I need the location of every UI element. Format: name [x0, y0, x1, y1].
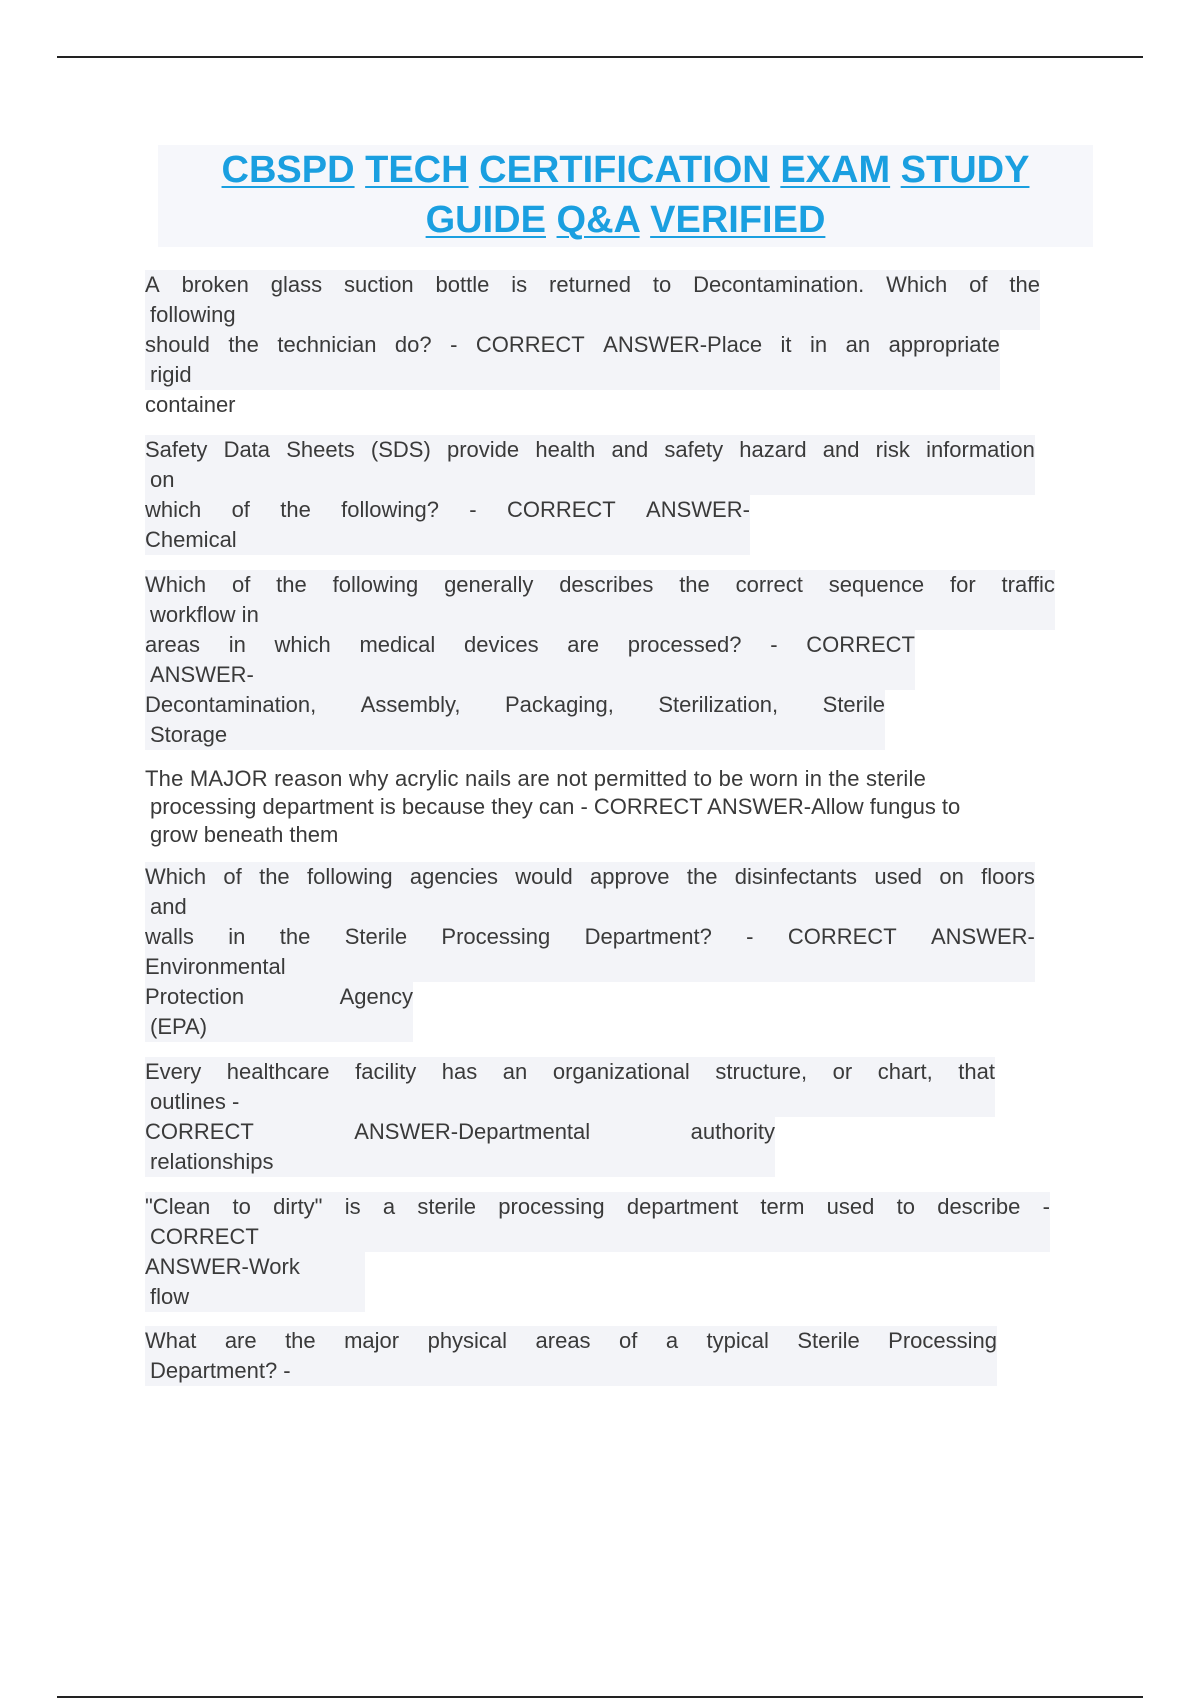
word: CORRECT: [506, 497, 616, 522]
word: CORRECT: [787, 924, 897, 949]
word: in: [228, 924, 246, 949]
word: Processing: [441, 924, 551, 949]
word: medical: [359, 632, 436, 657]
qa-item-8: [145, 1326, 997, 1386]
qa-line: [145, 1326, 997, 1356]
word: -: [770, 632, 778, 657]
word: Sterilization,: [658, 692, 779, 717]
word: sequence: [828, 572, 925, 597]
word: to: [652, 272, 672, 297]
word: ANSWER-: [646, 497, 750, 522]
word: provide: [447, 437, 520, 462]
word: dirty": [273, 1194, 323, 1219]
word: physical: [427, 1328, 508, 1353]
word: Packaging,: [505, 692, 614, 717]
qa-line: [145, 1117, 995, 1147]
word: it: [780, 332, 792, 357]
word: to: [232, 1194, 251, 1219]
word: in: [810, 332, 828, 357]
word: -: [746, 924, 754, 949]
word: approve: [590, 864, 670, 889]
word: Department?: [584, 924, 712, 949]
word: used: [874, 864, 923, 889]
word: health: [535, 437, 596, 462]
word: on: [939, 864, 964, 889]
word: the: [1009, 272, 1040, 297]
word: agencies: [409, 864, 498, 889]
word: ANSWER-: [931, 924, 1035, 949]
word: walls: [145, 924, 194, 949]
qa-line: processing department is because they can - CORRECT ANSWER-Allow fungus to: [150, 794, 961, 819]
title-line-1: [158, 145, 1093, 195]
qa-line: ANSWER-: [145, 660, 1055, 690]
title-word: STUDY: [900, 149, 1030, 191]
qa-item-7: [145, 1192, 1050, 1312]
word: safety: [664, 437, 724, 462]
word: What: [145, 1328, 197, 1353]
word: describes: [559, 572, 654, 597]
word: Which: [886, 272, 948, 297]
footer-rule: [57, 1696, 1143, 1698]
word: disinfectants: [734, 864, 858, 889]
word: an: [502, 1059, 528, 1084]
word: should: [145, 332, 210, 357]
word: Protection: [145, 984, 245, 1009]
word: correct: [735, 572, 803, 597]
word: devices: [463, 632, 539, 657]
word: is: [344, 1194, 361, 1219]
word: returned: [549, 272, 631, 297]
title-word: EXAM: [780, 149, 891, 191]
word: which: [145, 497, 202, 522]
word: -: [450, 332, 458, 357]
word: following: [306, 864, 393, 889]
title-word: CERTIFICATION: [479, 149, 770, 191]
word: would: [515, 864, 573, 889]
word: term: [760, 1194, 805, 1219]
word: ANSWER-Departmental: [354, 1119, 591, 1144]
word: the: [679, 572, 710, 597]
title-word: GUIDE: [425, 199, 546, 241]
qa-line: [145, 862, 1035, 892]
word: Every: [145, 1059, 202, 1084]
qa-line: and: [145, 892, 1035, 922]
word: CORRECT: [145, 1119, 254, 1144]
word: do?: [394, 332, 432, 357]
qa-line: [145, 270, 1040, 300]
word: the: [228, 332, 259, 357]
qa-line: [145, 1057, 995, 1087]
word: describe: [937, 1194, 1021, 1219]
word: of: [619, 1328, 638, 1353]
qa-line: [145, 630, 1055, 660]
qa-line: ANSWER-Work: [145, 1252, 1050, 1282]
word: suction: [343, 272, 414, 297]
word: of: [223, 864, 242, 889]
word: appropriate: [888, 332, 1000, 357]
qa-item-2: [145, 435, 1035, 555]
qa-line: [145, 435, 1035, 465]
qa-line: [145, 1192, 1050, 1222]
qa-line: workflow in: [145, 600, 1055, 630]
word: Sterile: [797, 1328, 860, 1353]
word: "Clean: [145, 1194, 211, 1219]
word: Which: [145, 572, 207, 597]
qa-line: [145, 495, 1035, 525]
qa-line: Storage: [145, 720, 1055, 750]
word: Processing: [888, 1328, 997, 1353]
word: the: [259, 864, 290, 889]
title-word: TECH: [365, 149, 469, 191]
word: traffic: [1001, 572, 1055, 597]
document-title: [158, 145, 1093, 247]
word: Data: [223, 437, 271, 462]
word: Sterile: [344, 924, 408, 949]
word: used: [826, 1194, 875, 1219]
qa-line: Environmental: [145, 952, 1035, 982]
header-rule: [57, 56, 1143, 58]
qa-item-1: [145, 270, 1040, 420]
qa-item-3: [145, 570, 1055, 750]
word: an: [845, 332, 871, 357]
word: following?: [341, 497, 439, 522]
qa-line: The MAJOR reason why acrylic nails are not permitted to be worn in the sterile: [145, 766, 927, 791]
title-word: CBSPD: [221, 149, 355, 191]
qa-line: outlines -: [145, 1087, 995, 1117]
word: which: [274, 632, 331, 657]
word: a: [665, 1328, 679, 1353]
word: Safety: [145, 437, 208, 462]
word: processed?: [627, 632, 742, 657]
word: the: [279, 924, 311, 949]
qa-line: grow beneath them: [150, 822, 339, 847]
word: A: [145, 272, 160, 297]
word: department: [626, 1194, 739, 1219]
word: information: [926, 437, 1035, 462]
word: sterile: [417, 1194, 477, 1219]
word: -: [469, 497, 477, 522]
word: hazard: [739, 437, 807, 462]
word: is: [511, 272, 528, 297]
qa-line: Department? -: [145, 1356, 997, 1386]
word: following: [332, 572, 419, 597]
word: (SDS): [370, 437, 431, 462]
qa-line: [145, 330, 1040, 360]
qa-line: container: [145, 392, 236, 417]
title-word: VERIFIED: [650, 199, 826, 241]
word: and: [822, 437, 860, 462]
qa-line: rigid: [145, 360, 1040, 390]
word: in: [228, 632, 246, 657]
word: facility: [355, 1059, 417, 1084]
qa-item-4: [145, 765, 960, 849]
qa-line: following: [145, 300, 1040, 330]
qa-line: on: [145, 465, 1035, 495]
word: bottle: [435, 272, 490, 297]
qa-line: [145, 922, 1035, 952]
word: has: [441, 1059, 478, 1084]
word: of: [231, 497, 250, 522]
word: the: [285, 1328, 316, 1353]
qa-line: [145, 690, 1055, 720]
word: the: [276, 572, 307, 597]
qa-line: relationships: [145, 1147, 995, 1177]
word: broken: [181, 272, 249, 297]
word: of: [969, 272, 988, 297]
word: glass: [270, 272, 323, 297]
word: floors: [981, 864, 1035, 889]
word: ANSWER-Place: [603, 332, 763, 357]
word: Decontamination.: [693, 272, 865, 297]
word: structure,: [715, 1059, 808, 1084]
qa-line: CORRECT: [145, 1222, 1050, 1252]
word: organizational: [552, 1059, 690, 1084]
word: of: [231, 572, 251, 597]
word: and: [611, 437, 649, 462]
word: areas: [145, 632, 201, 657]
word: that: [958, 1059, 995, 1084]
qa-item-6: [145, 1057, 995, 1177]
word: CORRECT: [475, 332, 585, 357]
qa-line: [145, 982, 1035, 1012]
word: to: [896, 1194, 915, 1219]
word: authority: [690, 1119, 775, 1144]
word: chart,: [877, 1059, 933, 1084]
word: Sheets: [286, 437, 355, 462]
word: Sterile: [822, 692, 885, 717]
word: for: [949, 572, 976, 597]
word: processing: [498, 1194, 605, 1219]
word: Decontamination,: [145, 692, 317, 717]
word: or: [832, 1059, 853, 1084]
title-word: Q&A: [556, 199, 640, 241]
word: Assembly,: [360, 692, 461, 717]
word: typical: [706, 1328, 769, 1353]
qa-item-5: [145, 862, 1035, 1042]
word: technician: [277, 332, 377, 357]
word: a: [382, 1194, 396, 1219]
word: risk: [875, 437, 910, 462]
word: generally: [444, 572, 534, 597]
word: the: [280, 497, 311, 522]
word: areas: [535, 1328, 591, 1353]
word: CORRECT: [806, 632, 915, 657]
word: Agency: [339, 984, 413, 1009]
title-line-2: [158, 195, 1093, 245]
word: healthcare: [226, 1059, 330, 1084]
word: Which: [145, 864, 207, 889]
word: major: [344, 1328, 400, 1353]
qa-line: (EPA): [145, 1012, 1035, 1042]
qa-line: flow: [145, 1282, 1050, 1312]
word: the: [686, 864, 718, 889]
word: are: [224, 1328, 257, 1353]
word: -: [1042, 1194, 1050, 1219]
qa-line: [145, 570, 1055, 600]
qa-line: Chemical: [145, 525, 1035, 555]
word: are: [567, 632, 600, 657]
